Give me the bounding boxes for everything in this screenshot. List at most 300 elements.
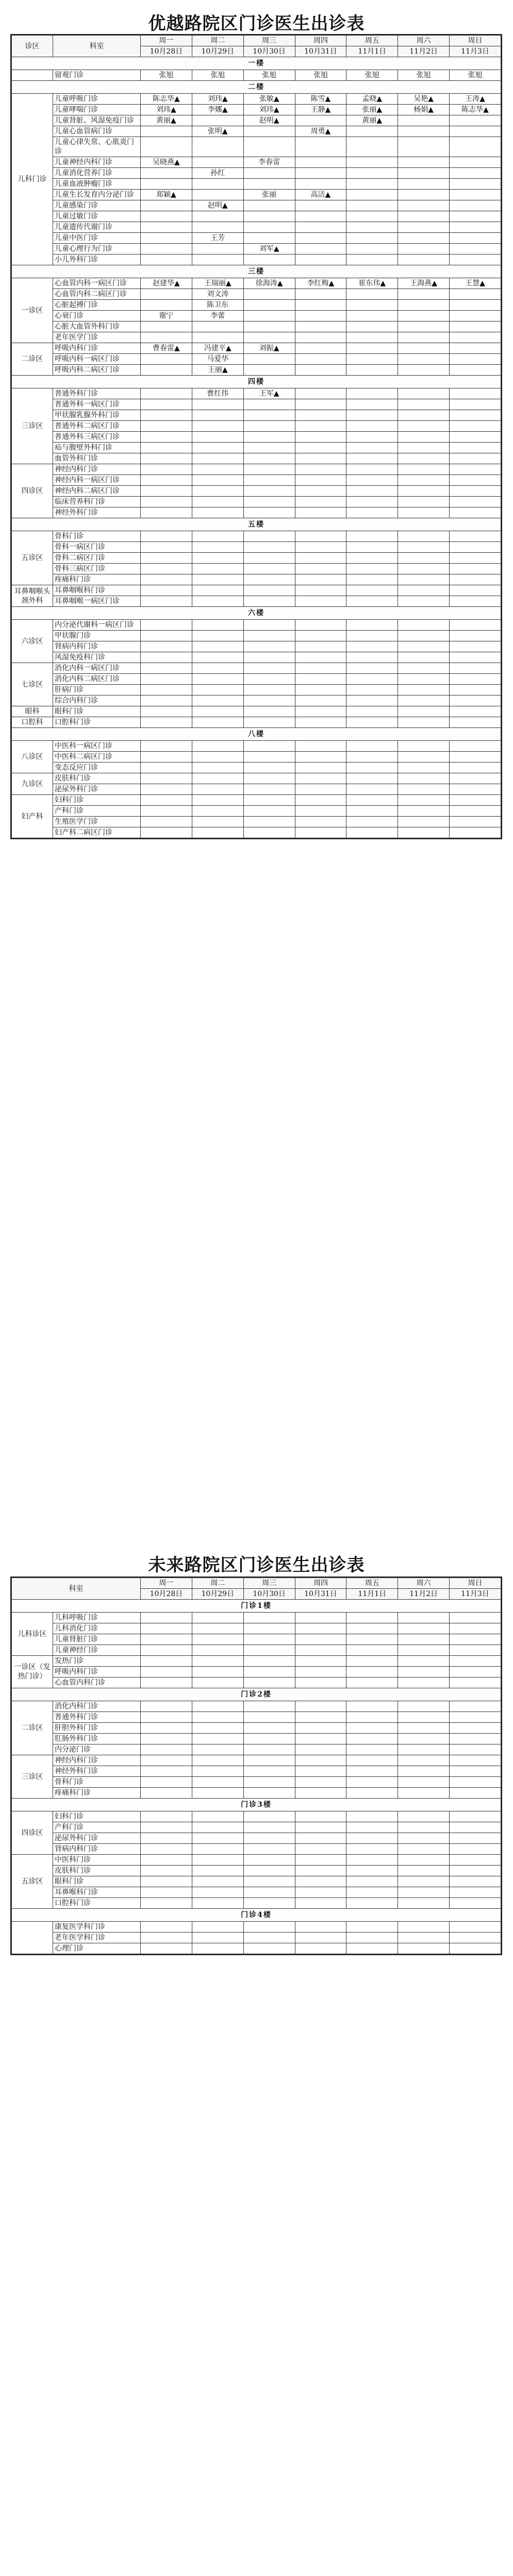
doctor-cell [450,1623,501,1634]
table-row [12,795,501,806]
header-row-days [12,36,501,46]
doctor-cell [192,564,243,574]
doctor-cell [346,752,398,762]
dept-cell: 儿童心理行为门诊 [53,244,141,255]
header-date: 10月29日 [192,46,243,57]
dept-cell: 耳鼻咽喉科门诊 [53,585,141,596]
table-row [12,1822,501,1833]
floor-section-row [12,1909,501,1922]
dept-cell: 老年医学门诊 [53,332,141,343]
doctor-cell [295,1887,346,1898]
dept-cell: 儿童消化营养门诊 [53,168,141,179]
doctor-cell [141,200,192,211]
doctor-cell [450,762,501,773]
header-zone: 科室 [12,1578,141,1600]
doctor-cell [398,717,450,728]
dept-cell: 儿童神经门诊 [53,1645,141,1656]
doctor-cell [141,1788,192,1799]
doctor-cell [450,507,501,518]
header-day: 周二 [192,1578,243,1589]
doctor-cell [243,1744,295,1755]
doctor-cell [398,1876,450,1887]
doctor-cell [295,1822,346,1833]
table-row [12,596,501,607]
doctor-cell [295,827,346,838]
table-row [12,773,501,784]
table-row [12,652,501,663]
doctor-cell: 吴晓燕▲ [141,157,192,168]
doctor-cell [346,531,398,542]
doctor-cell [192,1876,243,1887]
doctor-cell [450,300,501,311]
doctor-cell [192,1656,243,1667]
zone-cell: 耳鼻咽喉头颈外科 [12,585,53,607]
table-row [12,289,501,300]
doctor-cell [192,806,243,817]
doctor-cell [450,137,501,157]
doctor-cell [450,641,501,652]
doctor-cell [141,1833,192,1844]
dept-cell: 神经内科门诊 [53,1755,141,1766]
table-row [12,1656,501,1667]
doctor-cell [346,817,398,827]
dept-cell: 肾病内科门诊 [53,1844,141,1855]
doctor-cell [398,332,450,343]
header-day: 周一 [141,1578,192,1589]
doctor-cell [346,1701,398,1712]
doctor-cell [346,200,398,211]
doctor-cell [295,1623,346,1634]
dept-cell: 普通外科门诊 [53,1712,141,1723]
doctor-cell [450,126,501,137]
doctor-cell [295,806,346,817]
doctor-cell [243,1943,295,1954]
doctor-cell [450,1922,501,1933]
doctor-cell [243,222,295,233]
doctor-cell [192,795,243,806]
doctor-cell [295,641,346,652]
doctor-cell [295,784,346,795]
table-row [12,620,501,631]
table-row [12,1777,501,1788]
doctor-cell [141,574,192,585]
doctor-cell [346,1755,398,1766]
doctor-cell [295,596,346,607]
doctor-cell [141,1943,192,1954]
table-row [12,1723,501,1734]
dept-cell: 妇科门诊 [53,795,141,806]
doctor-cell [141,432,192,443]
doctor-cell [398,620,450,631]
doctor-cell [346,553,398,564]
doctor-cell [243,1613,295,1623]
header-zone: 诊区 [12,36,53,57]
doctor-cell [450,706,501,717]
doctor-cell [295,531,346,542]
doctor-cell [192,1613,243,1623]
doctor-cell [450,233,501,244]
doctor-cell [295,321,346,332]
dept-cell: 普通外科三病区门诊 [53,432,141,443]
doctor-cell [346,827,398,838]
doctor-cell [450,620,501,631]
doctor-cell [295,1811,346,1822]
doctor-cell [243,289,295,300]
table-row [12,741,501,752]
doctor-cell [243,1777,295,1788]
floor-section-row [12,1799,501,1811]
dept-cell: 综合内科门诊 [53,696,141,706]
doctor-cell [346,1933,398,1943]
page-title-youyue: 优越路院区门诊医生出诊表 [148,13,365,34]
doctor-cell [295,443,346,453]
doctor-cell [295,1943,346,1954]
doctor-cell [346,1712,398,1723]
table-row [12,354,501,365]
dept-cell: 肛肠外科门诊 [53,1734,141,1744]
doctor-cell [192,1667,243,1677]
doctor-cell [295,795,346,806]
doctor-cell [192,410,243,421]
doctor-cell [141,421,192,432]
doctor-cell [192,784,243,795]
doctor-cell [295,343,346,354]
doctor-cell [141,1766,192,1777]
dept-cell: 泌尿外科门诊 [53,784,141,795]
dept-cell: 疼痛科门诊 [53,574,141,585]
doctor-cell [450,1943,501,1954]
doctor-cell [192,1922,243,1933]
dept-cell: 口腔科门诊 [53,1898,141,1909]
doctor-cell [450,741,501,752]
doctor-cell [192,1777,243,1788]
doctor-cell [398,137,450,157]
doctor-cell [243,300,295,311]
floor-section-row [12,1600,501,1613]
table-row [12,696,501,706]
doctor-cell [243,1933,295,1943]
dept-cell: 风湿免疫科门诊 [53,652,141,663]
doctor-cell [141,1933,192,1943]
table-row [12,70,501,81]
doctor-cell [398,354,450,365]
doctor-cell [243,596,295,607]
doctor-cell [243,706,295,717]
table-row [12,365,501,376]
doctor-cell [450,410,501,421]
table-row [12,126,501,137]
doctor-cell: 王军▲ [243,388,295,399]
doctor-cell [141,332,192,343]
doctor-cell [450,1766,501,1777]
table-row [12,1933,501,1943]
zone-cell: 一诊区 [12,278,53,343]
doctor-cell [346,585,398,596]
doctor-cell [295,696,346,706]
doctor-cell [295,663,346,674]
doctor-cell [346,542,398,553]
doctor-cell [450,574,501,585]
dept-cell: 消化内科二病区门诊 [53,674,141,685]
doctor-cell [398,244,450,255]
table-row [12,443,501,453]
doctor-cell [141,1656,192,1667]
doctor-cell [243,410,295,421]
doctor-cell [346,1811,398,1822]
dept-cell: 儿童心律失常、心肌炎门诊 [53,137,141,157]
table-row [12,486,501,497]
table-row [12,475,501,486]
doctor-cell [141,244,192,255]
doctor-cell [346,1822,398,1833]
doctor-cell [192,827,243,838]
doctor-cell [192,574,243,585]
doctor-cell [398,1734,450,1744]
doctor-cell [450,475,501,486]
doctor-cell [346,399,398,410]
doctor-cell [192,443,243,453]
dept-cell: 儿童神经内科门诊 [53,157,141,168]
floor-section-row [12,607,501,620]
doctor-cell [243,1701,295,1712]
doctor-cell [398,410,450,421]
doctor-cell [295,507,346,518]
dept-cell: 临床营养科门诊 [53,497,141,507]
doctor-cell: 刘文涛 [192,289,243,300]
table-row [12,464,501,475]
floor-section-label: 三楼 [12,265,501,278]
table-row [12,752,501,762]
table-row [12,179,501,190]
dept-cell: 产科门诊 [53,1822,141,1833]
doctor-cell [450,1734,501,1744]
table-row [12,1887,501,1898]
doctor-cell [295,311,346,321]
doctor-cell [346,631,398,641]
doctor-cell [141,168,192,179]
header-day: 周日 [450,1578,501,1589]
table-row [12,641,501,652]
doctor-cell: 张旭 [450,70,501,81]
doctor-cell [346,1898,398,1909]
doctor-cell [398,1667,450,1677]
doctor-cell [346,233,398,244]
doctor-cell [295,475,346,486]
dept-cell: 骨科二病区门诊 [53,553,141,564]
dept-cell: 呼吸内科二病区门诊 [53,365,141,376]
doctor-cell [398,1613,450,1623]
doctor-cell [346,1866,398,1876]
table-row [12,585,501,596]
dept-cell: 儿童中医门诊 [53,233,141,244]
doctor-cell [141,1822,192,1833]
doctor-cell [141,674,192,685]
dept-cell: 儿科消化门诊 [53,1623,141,1634]
doctor-cell [450,453,501,464]
doctor-cell [192,497,243,507]
doctor-cell [450,255,501,265]
doctor-cell [346,157,398,168]
doctor-cell [398,1898,450,1909]
doctor-cell [295,168,346,179]
doctor-cell [398,453,450,464]
doctor-cell [192,421,243,432]
doctor-cell [141,507,192,518]
table-row [12,1623,501,1634]
doctor-cell [141,553,192,564]
doctor-cell: 陈卫东 [192,300,243,311]
doctor-cell [398,1933,450,1943]
doctor-cell: 张敏▲ [243,94,295,105]
doctor-cell [346,706,398,717]
doctor-cell [243,1645,295,1656]
doctor-cell [141,827,192,838]
doctor-cell [295,674,346,685]
doctor-cell [243,1734,295,1744]
doctor-cell [398,531,450,542]
doctor-cell [243,1844,295,1855]
floor-section-row [12,1688,501,1701]
doctor-cell [295,233,346,244]
doctor-cell [450,685,501,696]
doctor-cell [141,388,192,399]
doctor-cell: 张旭 [346,70,398,81]
doctor-cell [450,343,501,354]
doctor-cell [346,300,398,311]
doctor-cell [141,289,192,300]
table-row [12,1811,501,1822]
doctor-cell [398,388,450,399]
doctor-cell: 徐海涛▲ [243,278,295,289]
table-row [12,1645,501,1656]
dept-cell: 心衰门诊 [53,311,141,321]
doctor-cell [243,137,295,157]
doctor-cell [243,211,295,222]
doctor-cell [450,1656,501,1667]
doctor-cell [243,1876,295,1887]
doctor-cell [398,1755,450,1766]
doctor-cell [192,706,243,717]
table-row [12,685,501,696]
doctor-cell [295,365,346,376]
doctor-cell [295,410,346,421]
table-row [12,137,501,157]
table-row [12,94,501,105]
table-row [12,1866,501,1876]
doctor-cell [295,157,346,168]
table-row [12,1613,501,1623]
doctor-cell [398,1623,450,1634]
doctor-cell: 刘玮▲ [192,94,243,105]
table-row [12,1833,501,1844]
doctor-cell [295,1788,346,1799]
doctor-cell [346,1855,398,1866]
doctor-cell [141,784,192,795]
doctor-cell: 吴艳▲ [398,94,450,105]
doctor-cell [243,464,295,475]
doctor-cell: 张明▲ [192,126,243,137]
dept-cell: 变态反应门诊 [53,762,141,773]
doctor-cell [346,1623,398,1634]
doctor-cell [295,685,346,696]
header-date: 10月30日 [243,1589,295,1600]
doctor-cell [192,399,243,410]
doctor-cell [141,741,192,752]
dept-cell: 神经外科门诊 [53,507,141,518]
dept-cell: 血管外科门诊 [53,453,141,464]
doctor-cell [141,1613,192,1623]
doctor-cell [450,752,501,762]
dept-cell: 消化内科门诊 [53,1701,141,1712]
doctor-cell [295,1656,346,1667]
doctor-cell [295,1876,346,1887]
dept-cell: 儿科呼吸门诊 [53,1613,141,1623]
doctor-cell: 赵建华▲ [141,278,192,289]
header-date: 10月28日 [141,46,192,57]
doctor-cell [243,365,295,376]
header-dept: 科室 [53,36,141,57]
doctor-cell: 王涛▲ [450,94,501,105]
doctor-cell: 张旭 [141,70,192,81]
floor-section-label: 门诊4楼 [12,1909,501,1922]
doctor-cell [141,233,192,244]
doctor-cell [141,696,192,706]
doctor-cell [346,432,398,443]
doctor-cell [295,1701,346,1712]
doctor-cell [192,1677,243,1688]
doctor-cell [295,752,346,762]
doctor-cell [450,1898,501,1909]
doctor-cell [243,126,295,137]
doctor-cell [192,752,243,762]
doctor-cell [192,475,243,486]
doctor-cell [295,222,346,233]
table-row [12,115,501,126]
doctor-cell [141,1701,192,1712]
schedule-table-2 [10,1577,502,1955]
doctor-cell [192,596,243,607]
doctor-cell [295,289,346,300]
doctor-cell [450,1855,501,1866]
dept-cell: 呼吸内科一病区门诊 [53,354,141,365]
dept-cell: 儿童感染门诊 [53,200,141,211]
doctor-cell [243,354,295,365]
dept-cell: 眼科门诊 [53,706,141,717]
doctor-cell: 周勇▲ [295,126,346,137]
doctor-cell [295,432,346,443]
doctor-cell [243,542,295,553]
doctor-cell [450,1744,501,1755]
header-date: 11月2日 [398,46,450,57]
doctor-cell [141,596,192,607]
table-row [12,1667,501,1677]
dept-cell: 心血管内科一病区门诊 [53,278,141,289]
doctor-cell [141,255,192,265]
doctor-cell [398,157,450,168]
doctor-cell [141,443,192,453]
table-row [12,1898,501,1909]
dept-cell: 儿童肾脏门诊 [53,1634,141,1645]
doctor-cell [243,717,295,728]
doctor-cell [295,300,346,311]
doctor-cell [346,497,398,507]
doctor-cell [346,464,398,475]
doctor-cell [295,773,346,784]
dept-cell: 小儿外科门诊 [53,255,141,265]
doctor-cell: 刘军▲ [243,244,295,255]
doctor-cell [141,1645,192,1656]
doctor-cell: 郑颖▲ [141,190,192,200]
